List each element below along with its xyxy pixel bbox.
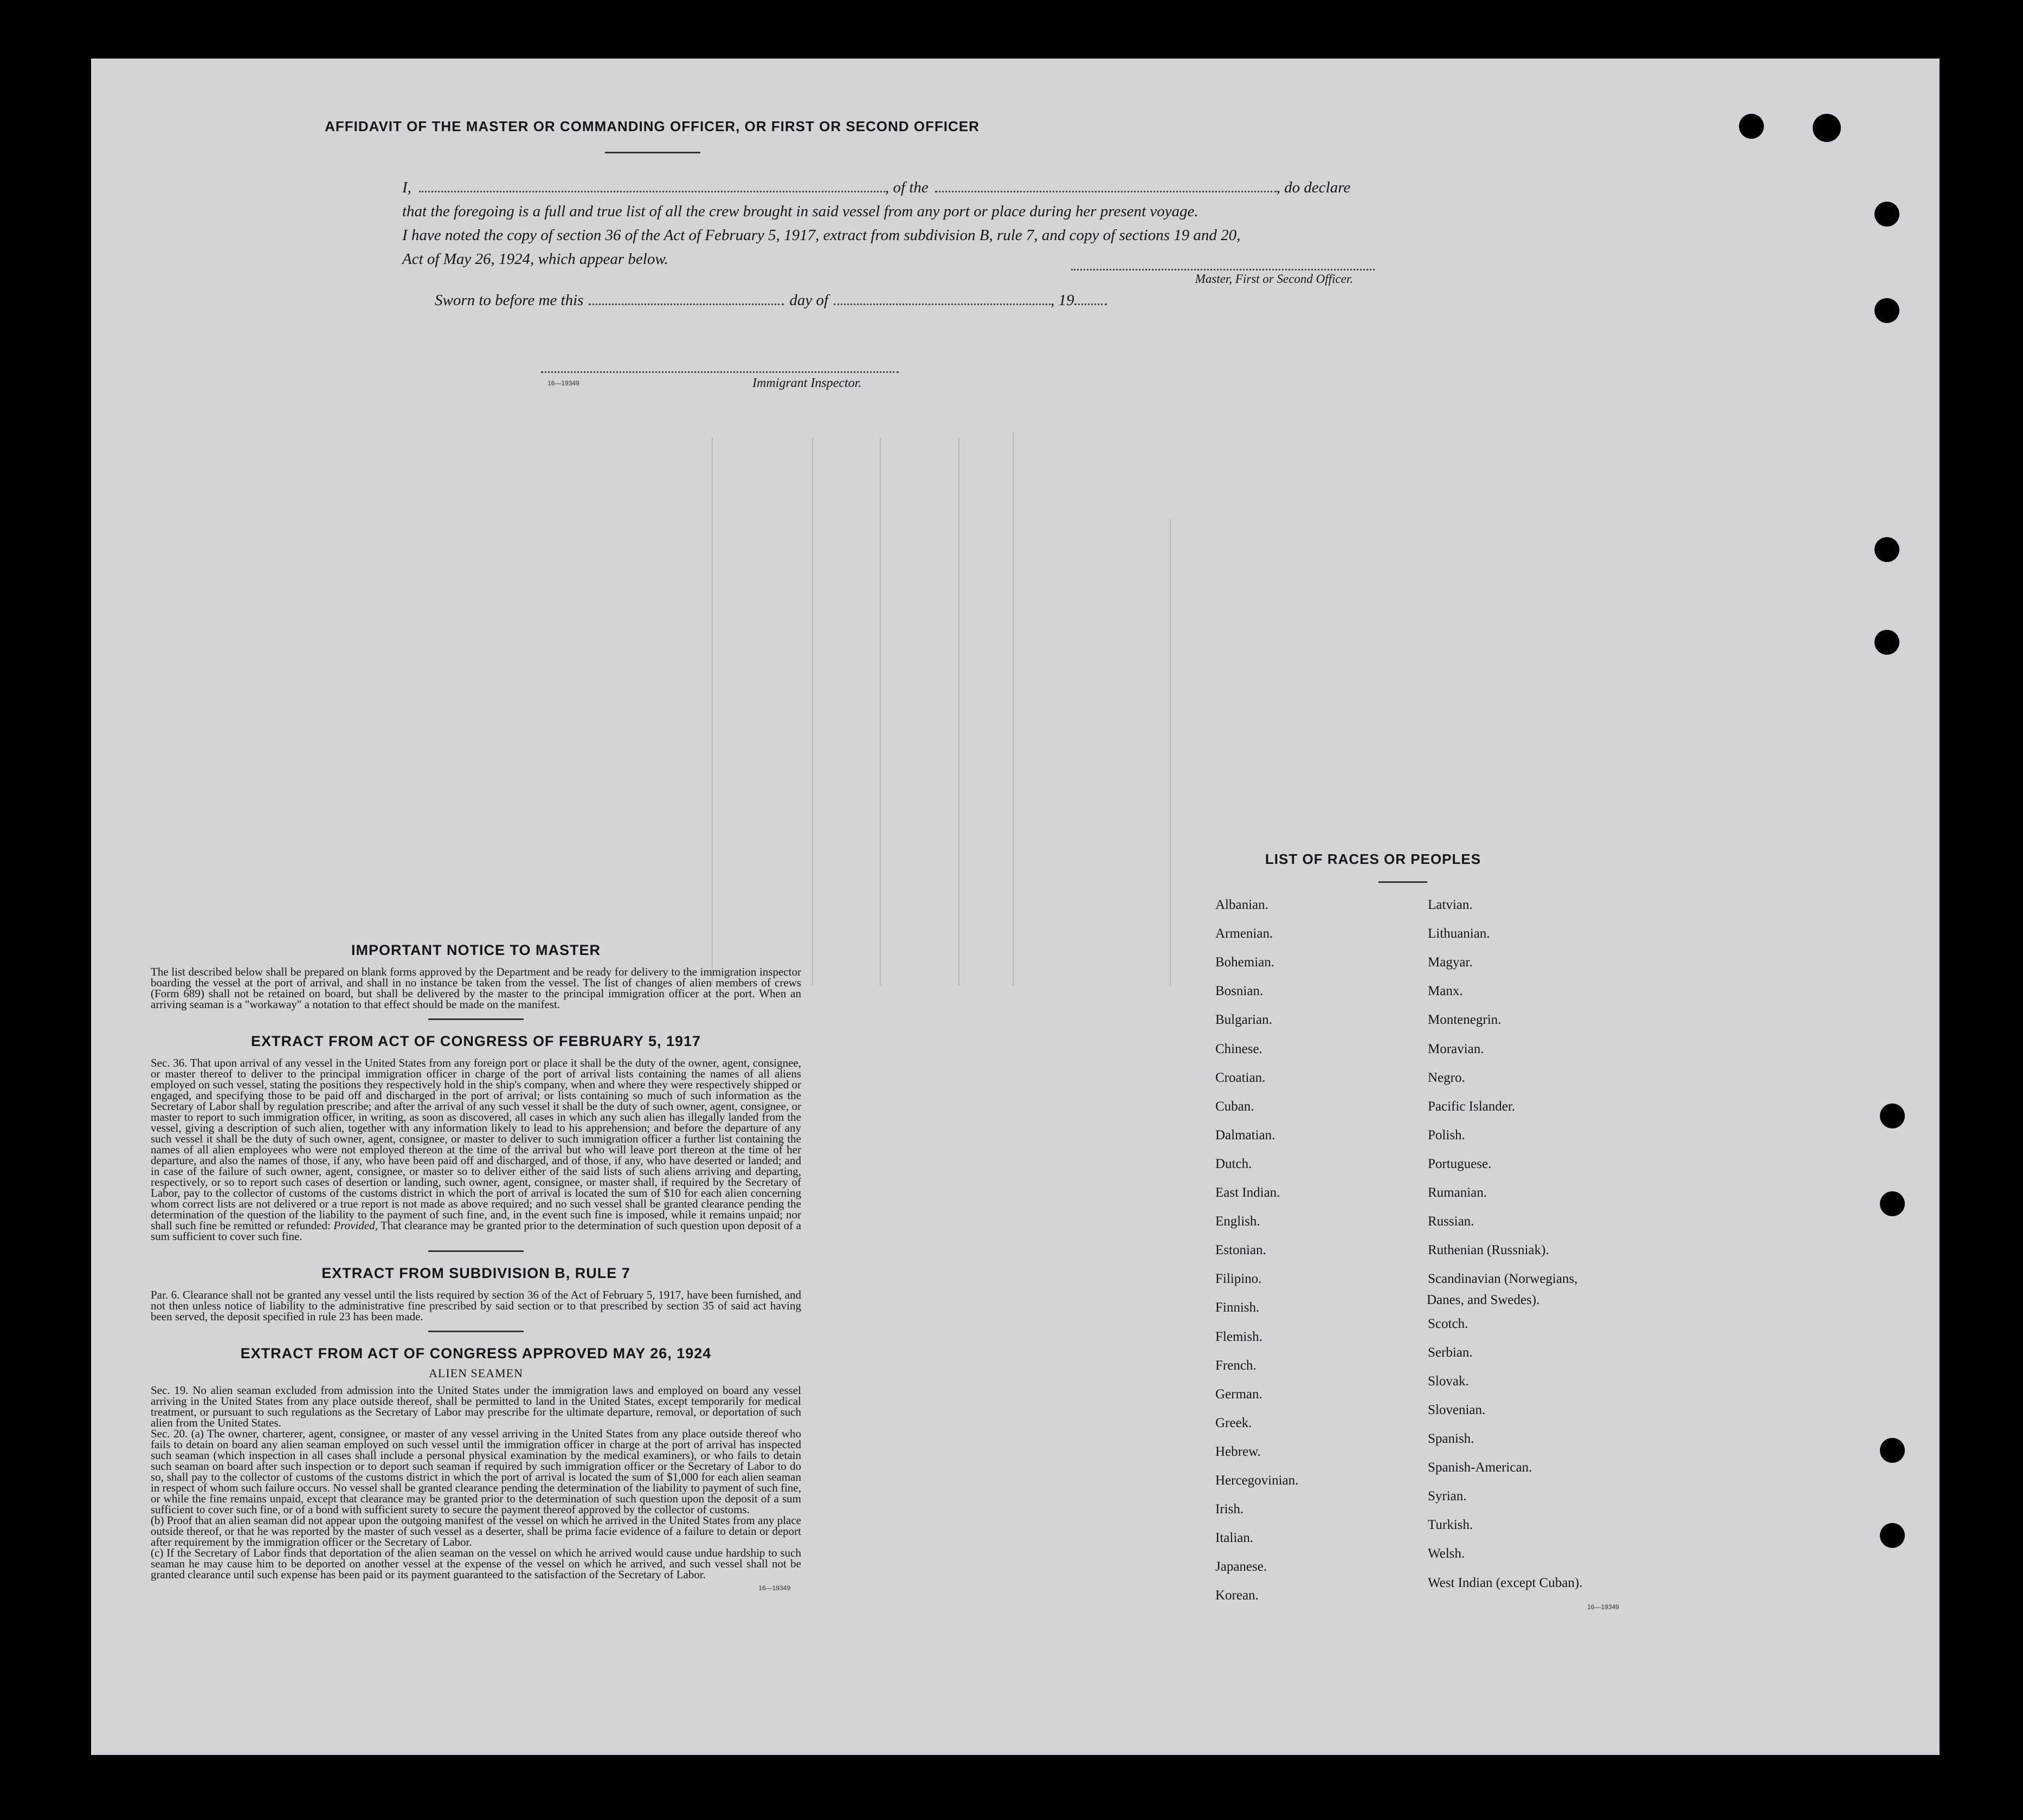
declarant-label: I,	[402, 179, 411, 196]
sworn-year-field[interactable]	[1074, 300, 1107, 305]
race-item: Chinese.	[1215, 1041, 1262, 1056]
race-item: Lithuanian.	[1428, 926, 1490, 941]
race-item: Slovenian.	[1428, 1402, 1486, 1417]
day-of-label: day of	[789, 292, 829, 309]
extract-rule7-title: EXTRACT FROM SUBDIVISION B, RULE 7	[321, 1265, 630, 1281]
race-item: Croatian.	[1215, 1070, 1266, 1085]
declare-label: , do declare	[1276, 179, 1351, 196]
race-item: Polish.	[1428, 1127, 1465, 1143]
section-19-text: Sec. 19. No alien seaman excluded from admission into the United States under the immigration laws and employed on board any vessel arriving in the United States from any place outside thereof, shall be permitted to land in the United States, except temporarily for medical treatment, or pursuant to such regulations as the Secretary of Labor may prescribe for the ultimate departure, removal, or deportation of such alien from the United States.	[151, 1384, 801, 1429]
race-item: Moravian.	[1428, 1041, 1484, 1056]
form-number: 16—19349	[1587, 1603, 1619, 1611]
punch-hole	[1874, 202, 1899, 227]
race-item: Danes, and Swedes).	[1427, 1293, 1540, 1307]
race-item: English.	[1215, 1214, 1260, 1229]
race-item: Hebrew.	[1215, 1444, 1261, 1459]
affidavit-line-3: I have noted the copy of section 36 of the Act of February 5, 1917, extract from subdivision B, rule 7, and copy of sections 19 and 20,	[402, 227, 1241, 244]
declarant-name-field[interactable]	[419, 188, 885, 192]
race-item: Finnish.	[1215, 1300, 1260, 1315]
race-item: Japanese.	[1215, 1559, 1267, 1574]
notice-text: The list described below shall be prepared on blank forms approved by the Department and be ready for delivery to the immigration inspector boarding the vessel at the port of arrival, and shall in no instance be taken from the vessel. The list of changes of alien members of crews (Form 689) shall not be retained on board, but shall be delivered by the master to the principal immigration officer at the port. When an arriving seaman is a "workaway" a notation to that effect should be made on the manifest.	[151, 965, 801, 1011]
race-item: Cuban.	[1215, 1099, 1254, 1114]
proviso-text: That clearance may be granted prior to the determination of such question upon deposit of a sum sufficient to cover such fine.	[151, 1219, 801, 1243]
inspector-label: Immigrant Inspector.	[752, 376, 862, 390]
race-item: Irish.	[1215, 1502, 1244, 1517]
race-item: Italian.	[1215, 1531, 1254, 1546]
race-item: Bosnian.	[1215, 984, 1264, 999]
race-item: Filipino.	[1215, 1272, 1262, 1287]
extract-rule7-text: Par. 6. Clearance shall not be granted any vessel until the lists required by section 36 of the Act of February 5, 1917, have been furnished, and not then unless notice of liability to the administrative fine prescribed by said section or to that prescribed by section 35 of said act having been served, the deposit specified in rule 23 has been made.	[151, 1288, 801, 1323]
race-item: Ruthenian (Russniak).	[1428, 1243, 1549, 1258]
left-column	[151, 942, 801, 1592]
race-item: French.	[1215, 1358, 1257, 1373]
sworn-line	[435, 292, 1107, 309]
alien-seamen-subtitle: ALIEN SEAMEN	[429, 1366, 523, 1380]
faint-rule	[880, 438, 881, 985]
punch-hole	[1874, 630, 1899, 655]
title-divider	[605, 152, 700, 153]
faint-rule	[1013, 433, 1014, 985]
section-20c-text: (c) If the Secretary of Labor finds that deportation of the alien seaman on the vessel on which he arrived would cause undue hardship to such seaman he may cause him to be deported on another vessel at the expense of the vessel on which he arrived, and such vessel shall not be granted clearance until such expense has been paid or its payment guaranteed to the satisfaction of the Secretary of Labor.	[151, 1546, 801, 1581]
races-divider	[1378, 881, 1427, 883]
race-item: Scotch.	[1428, 1316, 1468, 1331]
section-divider	[428, 1018, 524, 1021]
section-divider	[428, 1331, 524, 1333]
master-signature-field[interactable]	[1071, 269, 1375, 270]
race-item: Negro.	[1428, 1070, 1465, 1085]
race-item: Russian.	[1428, 1214, 1474, 1229]
race-item: Rumanian.	[1428, 1185, 1487, 1200]
section-36-text: Sec. 36. That upon arrival of any vessel in the United States from any foreign port or place it shall be the duty of the owner, agent, consignee, or master thereof to deliver to the principal immigration officer in charge of the port of arrival lists containing the names of all aliens employed on such vessel, stating the positions they respectively hold in the ship's company, when and where they were respectively shipped or engaged, and specifying those to be paid off and discharged in the port of arrival; or lists containing so much of such information as the Secretary of Labor shall by regulation prescribe; and after the arrival of any such vessel it shall be the duty of such owner, agent, consignee, or master to report to such immigration officer, in writing, as soon as discovered, all cases in which any such alien has illegally landed from the vessel, giving a description of such alien, together with any information likely to lead to his apprehension; and before the departure of any such vessel it shall be the duty of such owner, agent, consignee, or master to deliver to such immigration officer a further list containing the names of all alien employees who were not employed thereon at the time of the arrival but who will leave port thereon at the time of her departure, and also the names of those, if any, who have been paid off and discharged, and of those, if any, who have deserted or landed; and in case of the failure of such owner, agent, consignee, or master so to deliver either of the said lists of such aliens arriving and departing, respectively, or so to report such cases of desertion or landing, such owner, agent, consignee, or master shall, if required by the Secretary of Labor, pay to the collector of customs of the customs district in which the port of arrival is located the sum of $10 for each alien concerning whom correct lists are not delivered or a true report is not made as above required; and no such vessel shall be granted clearance pending the determination of the question of the liability to the payment of such fine, and, in the event such fine is imposed, while it remains unpaid; nor shall such fine be remitted or refunded:	[151, 1056, 801, 1232]
faint-rule	[1170, 519, 1171, 985]
form-number: 16—19349	[547, 379, 579, 387]
section-20b-text: (b) Proof that an alien seaman did not appear upon the outgoing manifest of the vessel on which he arrived in the United States from any place outside thereof, or that he was reported by the master of such vessel as a deserter, shall be prima facie evidence of a failure to detain or deport after requirement by the immigration officer or the Secretary of Labor.	[151, 1514, 801, 1548]
punch-hole	[1880, 1523, 1905, 1548]
punch-hole	[1739, 114, 1764, 139]
affidavit-line-2: that the foregoing is a full and true list of all the crew brought in said vessel from any port or place during her present voyage.	[402, 203, 1199, 220]
vessel-name-field[interactable]	[935, 188, 1277, 192]
race-item: Scandinavian (Norwegians,	[1428, 1272, 1578, 1287]
race-item: Portuguese.	[1428, 1156, 1492, 1171]
race-item: Turkish.	[1428, 1518, 1473, 1533]
race-item: Slovak.	[1428, 1373, 1469, 1389]
race-item: East Indian.	[1215, 1185, 1280, 1200]
race-item: Montenegrin.	[1428, 1012, 1502, 1028]
inspector-signature-field[interactable]	[541, 371, 899, 373]
race-item: Greek.	[1215, 1415, 1252, 1430]
proviso-word: Provided,	[333, 1219, 378, 1232]
master-signature-label: Master, First or Second Officer.	[1195, 272, 1353, 286]
race-item: West Indian (except Cuban).	[1428, 1575, 1583, 1590]
punch-hole	[1880, 1438, 1905, 1463]
race-item: Dalmatian.	[1215, 1127, 1275, 1143]
race-item: Bulgarian.	[1215, 1012, 1272, 1028]
faint-rule	[958, 438, 959, 985]
race-item: German.	[1215, 1386, 1262, 1402]
affidavit-line-4: Act of May 26, 1924, which appear below.	[402, 250, 668, 268]
race-item: Latvian.	[1428, 898, 1473, 912]
race-item: Estonian.	[1215, 1243, 1266, 1258]
extract-1917-title: EXTRACT FROM ACT OF CONGRESS OF FEBRUARY 5, 1917	[250, 1033, 701, 1049]
notice-title: IMPORTANT NOTICE TO MASTER	[351, 942, 601, 958]
punch-hole	[1880, 1103, 1905, 1128]
races-title: LIST OF RACES OR PEOPLES	[1265, 851, 1481, 867]
race-item: Armenian.	[1215, 926, 1273, 941]
sworn-day-field[interactable]	[589, 300, 784, 305]
sworn-month-field[interactable]	[834, 300, 1051, 305]
race-item: Spanish-American.	[1428, 1460, 1532, 1475]
race-item: Dutch.	[1215, 1156, 1252, 1171]
race-item: Magyar.	[1428, 955, 1473, 970]
race-item: Welsh.	[1428, 1546, 1465, 1561]
vessel-label: , of the	[885, 179, 929, 196]
extract-1924-title: EXTRACT FROM ACT OF CONGRESS APPROVED MAY 26, 1924	[240, 1345, 712, 1361]
race-item: Flemish.	[1215, 1329, 1262, 1344]
race-item: Albanian.	[1215, 898, 1268, 912]
race-item: Spanish.	[1428, 1431, 1474, 1446]
affidavit-title: AFFIDAVIT OF THE MASTER OR COMMANDING OFFICER, OR FIRST OR SECOND OFFICER	[325, 118, 980, 134]
section-divider	[428, 1250, 524, 1253]
race-item: Serbian.	[1428, 1345, 1473, 1360]
race-item: Korean.	[1215, 1588, 1259, 1603]
punch-hole	[1874, 298, 1899, 323]
race-item: Pacific Islander.	[1428, 1099, 1516, 1114]
race-item: Bohemian.	[1215, 955, 1275, 970]
faint-rule	[712, 438, 713, 985]
race-item: Manx.	[1428, 984, 1463, 999]
extract-1917-text	[151, 1057, 801, 1242]
section-20a-text: Sec. 20. (a) The owner, charterer, agent, consignee, or master of any vessel arriving in the United States from any place outside thereof who fails to detain on board any alien seaman employed on such vessel until the immigration officer in charge at the port of arrival has inspected such seaman (which inspection in all cases shall include a personal physical examination by the medical examiners), or who fails to detain such seaman on board after such inspection or to deport such seaman if required by such immigration officer or the Secretary of Labor to do so, shall pay to the collector of customs of the customs district in which the port of arrival is located the sum of $1,000 for each alien seaman in respect of whom such failure occurs. No vessel shall be granted clearance pending the determination of the liability to payment of such fine, or while the fine remains unpaid, except that clearance may be granted prior to the determination of such question upon the deposit of a sum sufficient to cover such fine, or of a bond with sufficient surety to secure the payment thereof approved by the collector of customs.	[151, 1427, 801, 1516]
race-item: Syrian.	[1428, 1489, 1467, 1504]
punch-hole	[1813, 114, 1841, 142]
affidavit-body	[402, 176, 1427, 271]
sworn-label: Sworn to before me this	[435, 292, 584, 309]
year-prefix: , 19	[1051, 292, 1074, 309]
faint-rule	[812, 438, 813, 985]
punch-hole	[1880, 1191, 1905, 1216]
punch-hole	[1874, 537, 1899, 562]
form-number: 16—19349	[758, 1584, 790, 1592]
race-item: Hercegovinian.	[1215, 1473, 1299, 1488]
document-page	[91, 59, 1940, 1755]
